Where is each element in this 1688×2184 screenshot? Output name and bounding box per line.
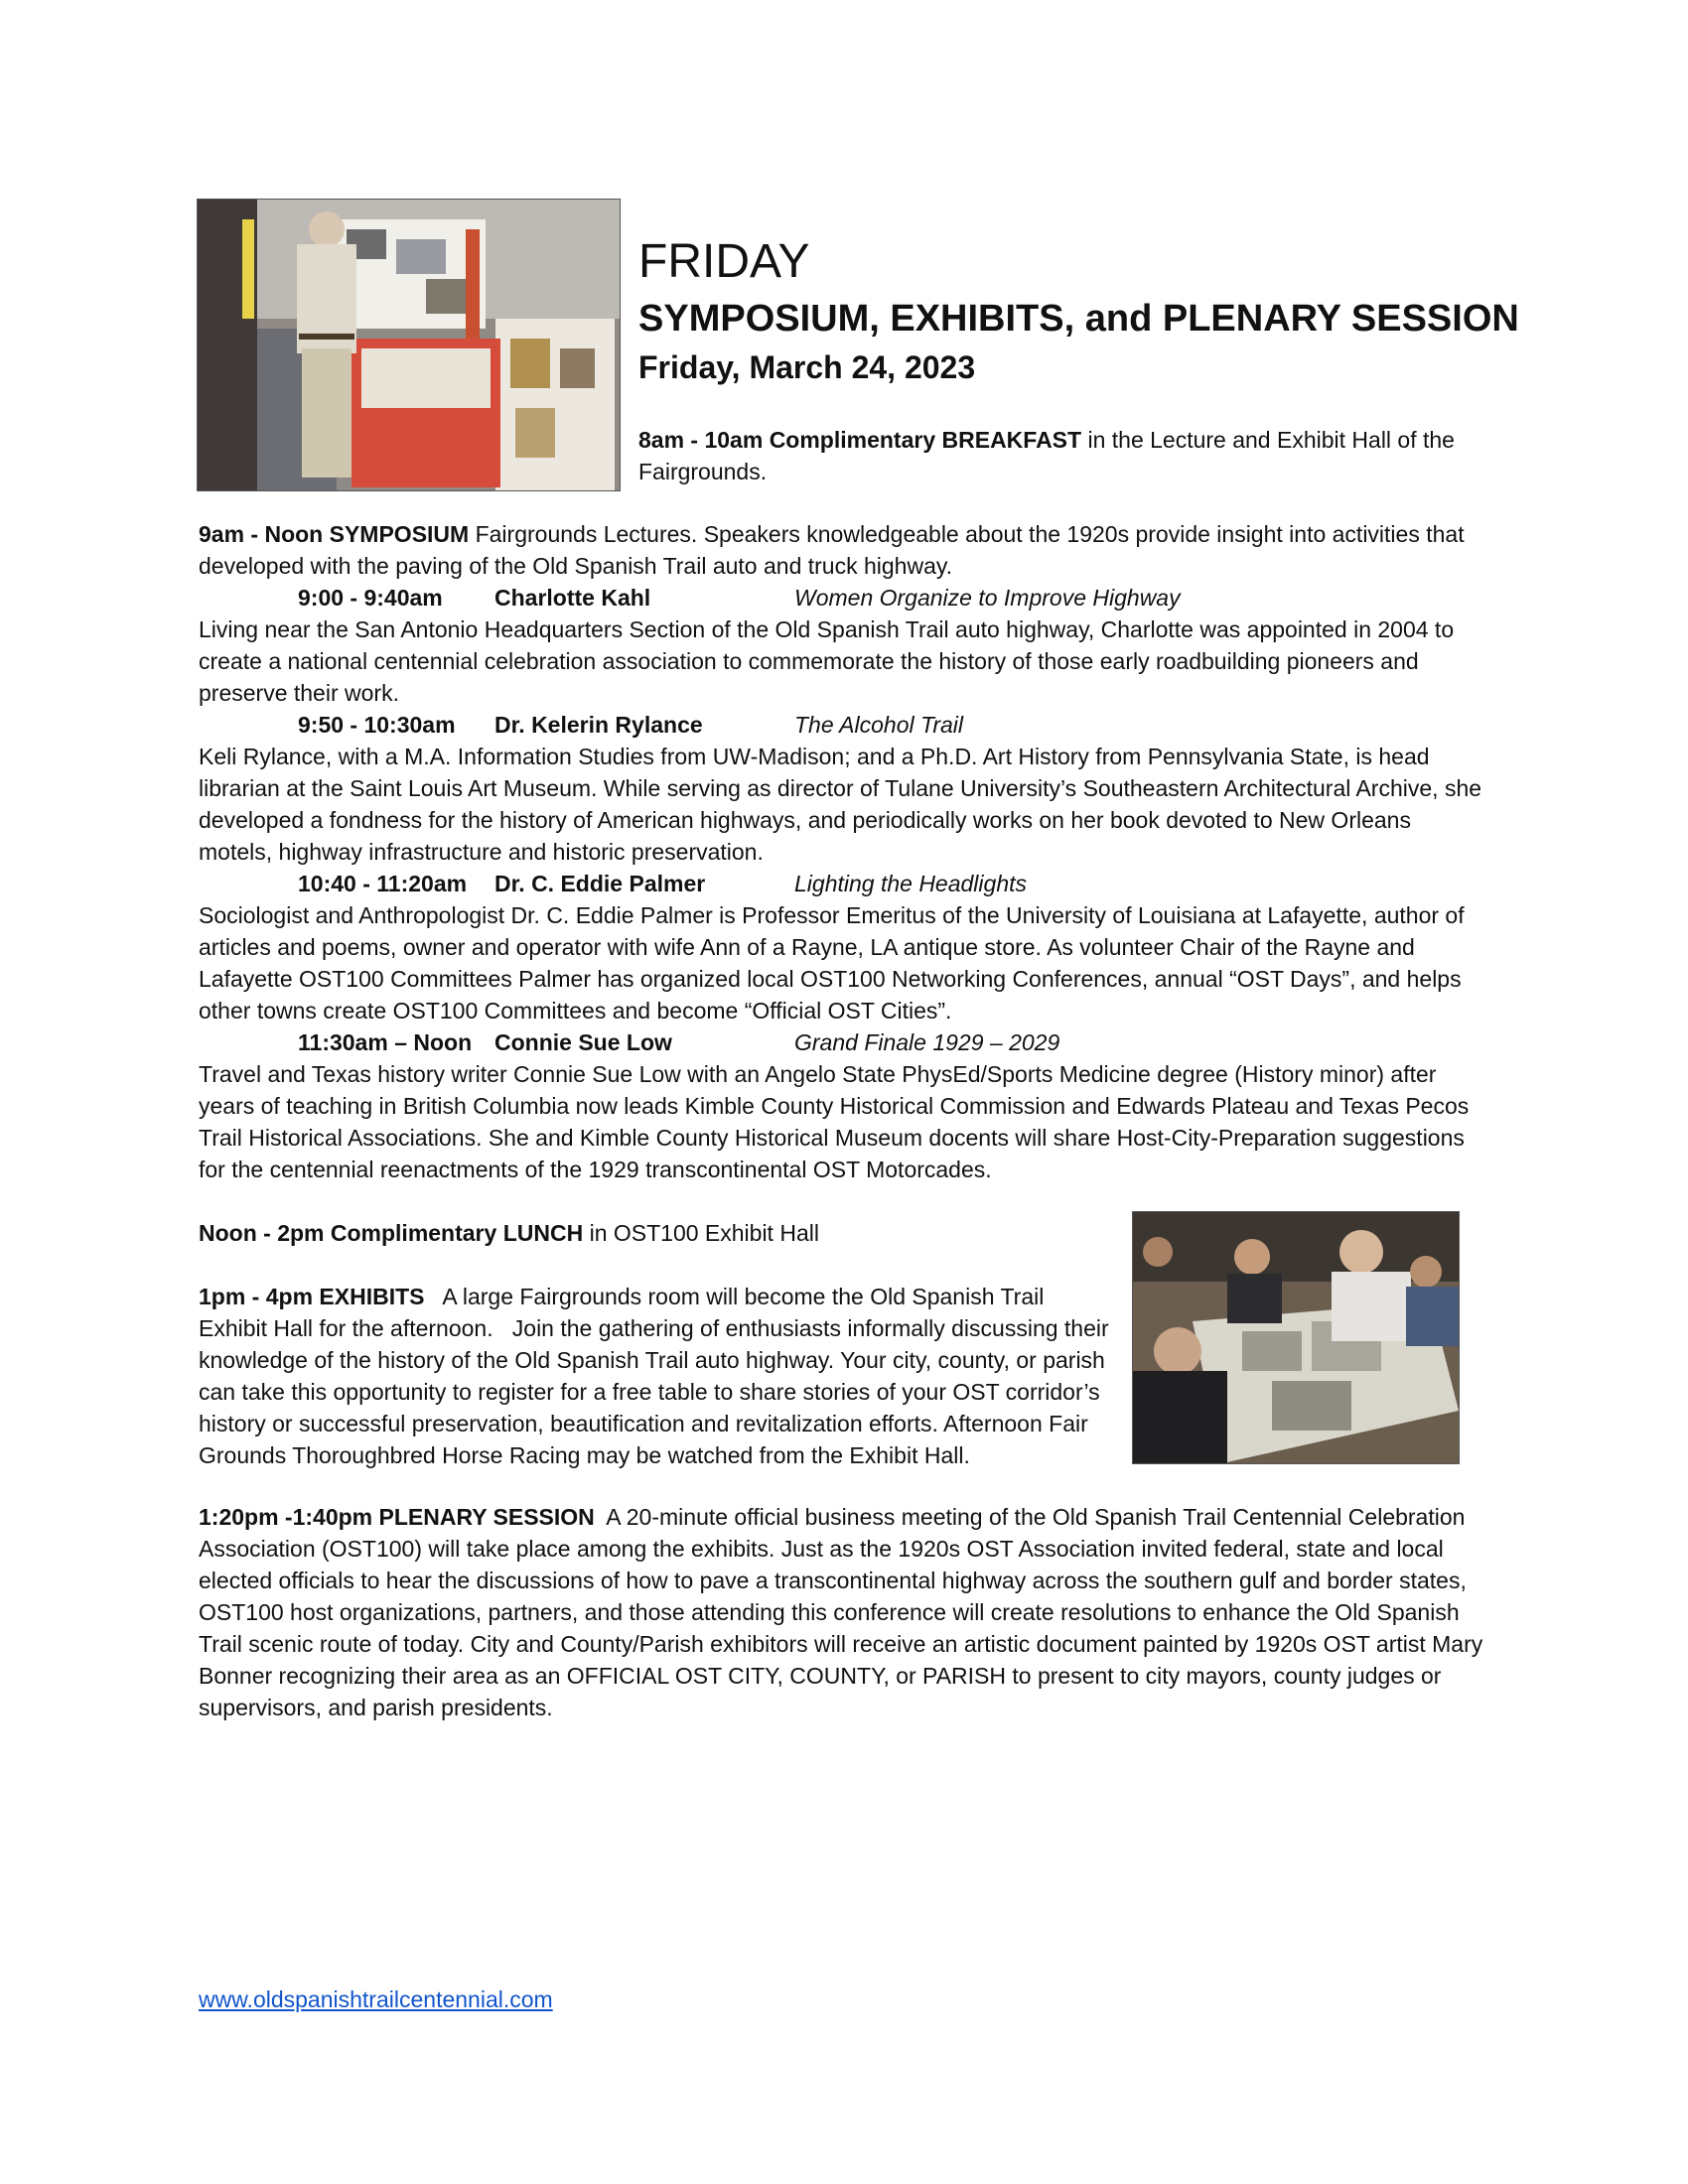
talk-speaker: Dr. C. Eddie Palmer	[494, 871, 706, 896]
breakfast-section	[638, 424, 1482, 487]
talk-bio: Living near the San Antonio Headquarters Section of the Old Spanish Trail auto highway, Charlotte was appointed in 2004 to create a national centennial celebration association to commemorate the history of those early roadbuilding pioneers and preserve their work.	[199, 616, 1455, 706]
website-link[interactable]: www.oldspanishtrailcentennial.com	[199, 1986, 553, 2012]
symposium-text: Fairgrounds Lectures. Speakers knowledgeable about the 1920s provide insight into activities that developed with the paving of the Old Spanish Trail auto and truck highway.	[199, 521, 1465, 579]
lunch-label: Noon - 2pm Complimentary LUNCH	[199, 1220, 584, 1246]
talk-header	[199, 709, 1489, 741]
talk-speaker: Connie Sue Low	[494, 1029, 672, 1055]
symposium-label: 9am - Noon SYMPOSIUM	[199, 521, 470, 547]
talk-header	[199, 868, 1489, 899]
talk-bio: Keli Rylance, with a M.A. Information Studies from UW-Madison; and a Ph.D. Art History from Pennsylvania State, is head librarian at the Saint Louis Art Museum. While serving as director of Tulane University’s Southeastern Architectural Archive, she developed a fondness for the history of American highways, and periodically works on her book devoted to New Orleans motels, highway infrastructure and historic preservation.	[199, 744, 1482, 865]
page-title: FRIDAY	[638, 235, 810, 288]
talk-title: Women Organize to Improve Highway	[794, 585, 1181, 611]
symposium-intro	[199, 518, 1489, 582]
plenary-text: A 20-minute official business meeting of the Old Spanish Trail Centennial Celebration Association (OST100) will take place among the exhibits. Just as the 1920s OST Association invited federal, state and local elected officials to hear the discussions of how to pave a transcontinental highway across the southern gulf and border states, OST100 host organizations, partners, and those attending this conference will create resolutions to enhance the Old Spanish Trail scenic route of today. City and County/Parish exhibitors will receive an artistic document painted by 1920s OST artist Mary Bonner recognizing their area as an OFFICIAL OST CITY, COUNTY, or PARISH to present to city mayors, county judges or supervisors, and parish presidents.	[199, 1504, 1489, 1720]
talk-time: 10:40 - 11:20am	[298, 871, 468, 896]
talk-speaker: Charlotte Kahl	[494, 585, 651, 611]
exhibits-section	[199, 1281, 1116, 1471]
talk-time: 9:00 - 9:40am	[298, 585, 443, 611]
talk-title: Lighting the Headlights	[794, 871, 1027, 896]
talk-bio: Sociologist and Anthropologist Dr. C. Eddie Palmer is Professor Emeritus of the University of Louisiana at Lafayette, author of articles and poems, owner and operator with wife Ann of a Rayne, LA antique store. As volunteer Chair of the Rayne and Lafayette OST100 Committees Palmer has organized local OST100 Networking Conferences, annual “OST Days”, and helps other towns create OST100 Committees and become “Official OST Cities”.	[199, 902, 1465, 1024]
symposium-section	[199, 518, 1489, 1185]
exhibits-label: 1pm - 4pm EXHIBITS	[199, 1284, 425, 1309]
exhibits-text: A large Fairgrounds room will become the Old Spanish Trail Exhibit Hall for the afternoon. Join the gathering of enthusiasts informally discussing their knowledge of the history of the Old Spanish Trail auto highway. Your city, county, or parish can take this opportunity to register for a free table to share stories of your OST corridor’s history or successful preservation, beautification and revitalization efforts. Afternoon Fair Grounds Thoroughbred Horse Racing may be watched from the Exhibit Hall.	[199, 1284, 1116, 1468]
page-subtitle: SYMPOSIUM, EXHIBITS, and PLENARY SESSION	[638, 298, 1519, 340]
talk-header	[199, 1026, 1489, 1058]
breakfast-text: in the Lecture and Exhibit Hall of the Fairgrounds.	[638, 427, 1455, 484]
event-date: Friday, March 24, 2023	[638, 349, 976, 385]
plenary-label: 1:20pm -1:40pm PLENARY SESSION	[199, 1504, 595, 1530]
lunch-text: in OST100 Exhibit Hall	[583, 1220, 819, 1246]
map-discussion-photo	[1132, 1211, 1460, 1464]
talk-bio: Travel and Texas history writer Connie Sue Low with an Angelo State PhysEd/Sports Medicine degree (History minor) after years of teaching in British Columbia now leads Kimble County Historical Commission and Edwards Plateau and Texas Pecos Trail Historical Associations. She and Kimble County Historical Museum docents will share Host-City-Preparation suggestions for the centennial reenactments of the 1929 transcontinental OST Motorcades.	[199, 1061, 1470, 1182]
talk-header	[199, 582, 1489, 614]
talk-title: The Alcohol Trail	[794, 712, 964, 738]
exhibit-hall-photo	[197, 199, 621, 491]
talk-time: 9:50 - 10:30am	[298, 712, 456, 738]
talk-title: Grand Finale 1929 – 2029	[794, 1029, 1060, 1055]
plenary-section	[199, 1501, 1489, 1723]
breakfast-label: 8am - 10am Complimentary BREAKFAST	[638, 427, 1082, 453]
talk-speaker: Dr. Kelerin Rylance	[494, 712, 703, 738]
talk-time: 11:30am – Noon	[298, 1029, 473, 1055]
